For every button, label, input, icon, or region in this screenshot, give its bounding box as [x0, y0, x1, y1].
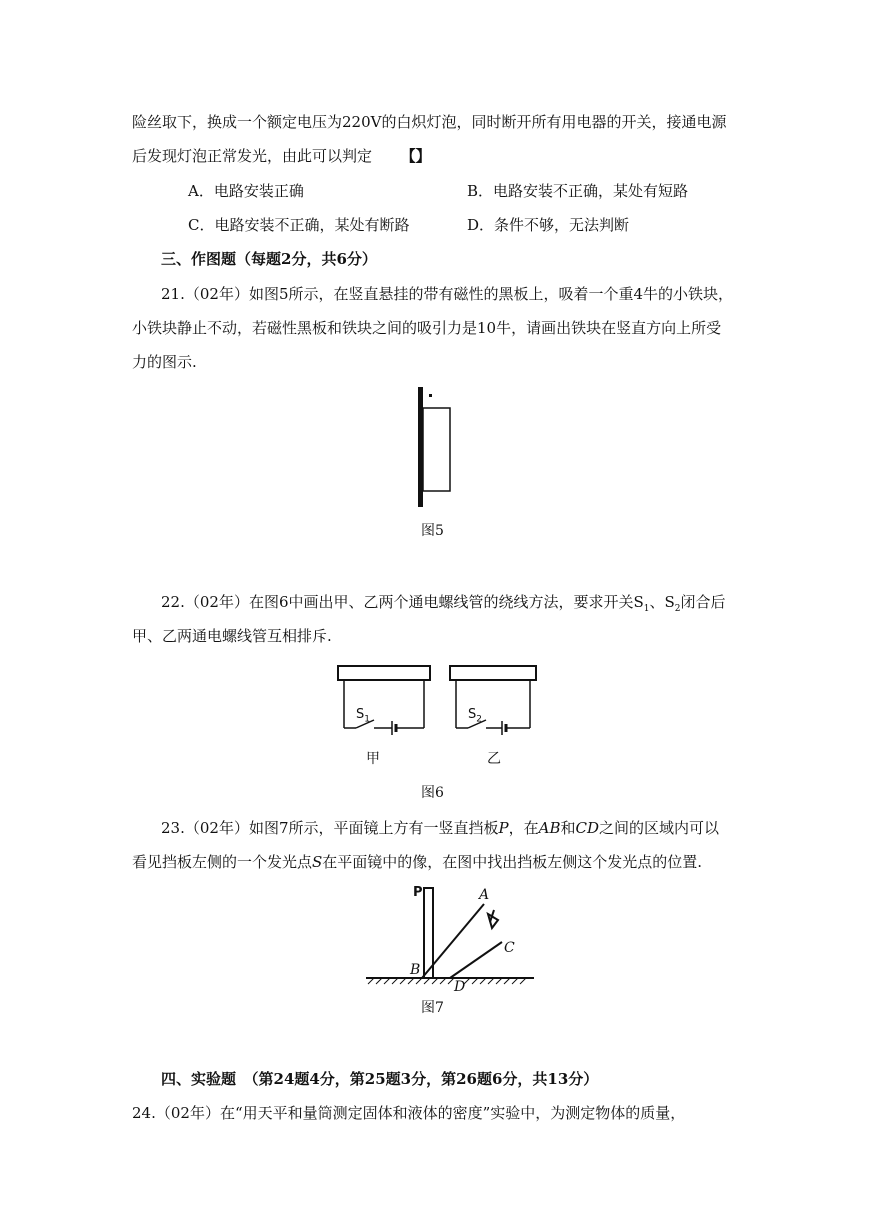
figure-7-mirror [360, 880, 540, 994]
baffle-p [424, 888, 433, 978]
q23-line2-part-a: 看见挡板左侧的一个发光点 [132, 853, 313, 871]
label-d: D [454, 979, 466, 995]
option-d: D．条件不够，无法判断 [467, 216, 630, 234]
q21-line3: 力的图示. [132, 353, 197, 371]
q23-line1-part-a: 23.（02年）如图7所示，平面镜上方有一竖直挡板 [161, 819, 499, 837]
q22-line1-part-a: 22.（02年）在图6中画出甲、乙两个通电螺线管的绕线方法，要求开关S [161, 593, 644, 611]
solenoid-left [338, 666, 430, 735]
q22-line2: 甲、乙两通电螺线管互相排斥. [132, 627, 332, 645]
q22-line1-part-c: 闭合后 [680, 593, 726, 611]
label-c: C [504, 940, 515, 956]
q23-line1-part-d: 之间的区域内可以 [599, 819, 720, 837]
q24-line1: 24.（02年）在“用天平和量筒测定固体和液体的密度”实验中，为测定物体的质量， [132, 1104, 686, 1122]
q21-line1: 21.（02年）如图5所示，在竖直悬挂的带有磁性的黑板上，吸着一个重4牛的小铁块， [161, 285, 734, 303]
q23-line2 [132, 852, 702, 872]
figure-6-caption: 图6 [421, 785, 444, 801]
q23-symbol-ab: AB [538, 819, 561, 837]
q21-line2: 小铁块静止不动，若磁性黑板和铁块之间的吸引力是10牛，请画出铁块在竖直方向上所受 [132, 319, 722, 337]
q23-line1 [161, 818, 719, 838]
label-a: A [479, 887, 490, 903]
iron-block [423, 408, 450, 491]
figure-7-caption: 图7 [421, 1000, 444, 1016]
answer-bracket: 【】 [400, 147, 431, 165]
q23-symbol-cd: CD [575, 819, 599, 837]
label-p: P [413, 885, 423, 900]
figure-6-solenoids [330, 664, 540, 740]
q22-sub-1: 1 [643, 604, 650, 614]
label-jia: 甲 [366, 751, 380, 767]
label-b: B [410, 962, 421, 978]
q23-line2-part-b: 在平面镜中的像，在图中找出挡板左侧这个发光点的位置. [322, 853, 703, 871]
figure-5-blackboard [405, 383, 465, 511]
section-title-4: 四、实验题 （第24题4分，第25题3分，第26题6分，共13分） [161, 1070, 599, 1088]
dot-mark [429, 394, 432, 397]
switch-s2-label: $S_2$ [468, 707, 482, 725]
q23-symbol-s: S [312, 853, 323, 871]
q22-line1-part-b: 、S [649, 593, 675, 611]
option-a: A．电路安装正确 [188, 182, 304, 200]
option-c: C．电路安装不正确，某处有断路 [188, 216, 410, 234]
q20-line1: 险丝取下，换成一个额定电压为220V的白炽灯泡，同时断开所有用电器的开关，接通电源 [132, 113, 727, 131]
q23-line1-part-b: ，在 [508, 819, 539, 837]
q22-line1 [161, 592, 726, 619]
option-b: B．电路安装不正确，某处有短路 [467, 182, 689, 200]
section-title-3: 三、作图题（每题2分，共6分） [161, 250, 377, 268]
figure-5-caption: 图5 [421, 523, 444, 539]
ray-cd [450, 942, 502, 978]
q23-symbol-p: P [498, 819, 509, 837]
q20-line2 [132, 146, 431, 166]
q23-line1-part-c: 和 [560, 819, 576, 837]
q22-sub-2: 2 [674, 604, 681, 614]
label-yi: 乙 [487, 751, 501, 767]
switch-s1-label: $S_1$ [356, 707, 370, 725]
q20-line2-text: 后发现灯泡正常发光，由此可以判定 [132, 147, 373, 165]
solenoid-right [450, 666, 536, 735]
